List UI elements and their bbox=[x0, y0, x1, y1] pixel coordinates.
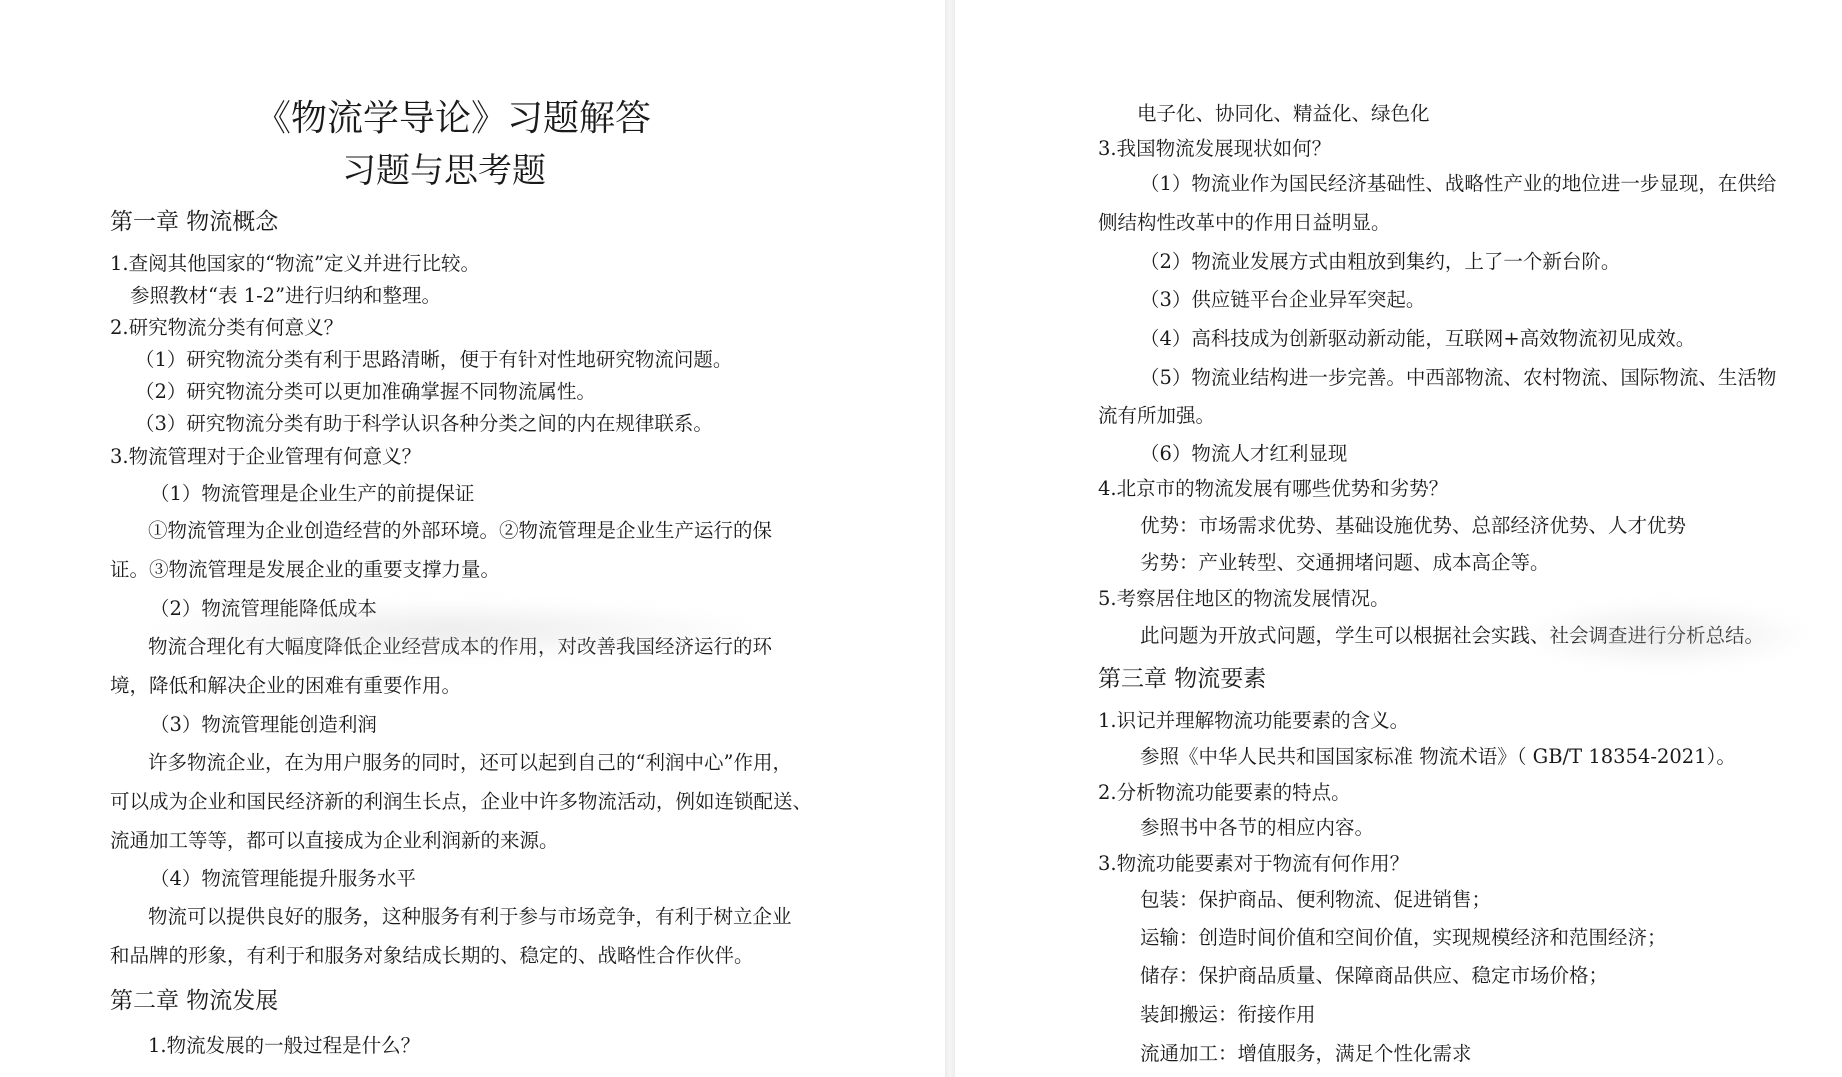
document-title: 《物流学导论》习题解答 bbox=[255, 98, 652, 139]
answer-line: 劣势：产业转型、交通拥堵问题、成本高企等。 bbox=[1140, 551, 1550, 574]
answer-line: （1）研究物流分类有利于思路清晰，便于有针对性地研究物流问题。 bbox=[135, 348, 733, 371]
scan-smudge bbox=[130, 600, 773, 660]
chapter-heading: 第二章 物流发展 bbox=[110, 988, 279, 1014]
question: 1.查阅其他国家的“物流”定义并进行比较。 bbox=[110, 252, 481, 275]
answer-line: （3）供应链平台企业异军突起。 bbox=[1140, 288, 1426, 311]
sub-heading: （2）物流管理能降低成本 bbox=[150, 597, 377, 620]
answer-line: （1）物流业作为国民经济基础性、战略性产业的地位进一步显现，在供给 bbox=[1140, 172, 1777, 195]
answer-line: 优势：市场需求优势、基础设施优势、总部经济优势、人才优势 bbox=[1140, 514, 1687, 537]
answer-line: 储存：保护商品质量、保障商品供应、稳定市场价格； bbox=[1140, 964, 1609, 987]
answer-line: 流有所加强。 bbox=[1098, 404, 1216, 427]
paragraph-line: 证。③物流管理是发展企业的重要支撑力量。 bbox=[110, 558, 501, 581]
right-page bbox=[955, 0, 1842, 1077]
paragraph-line: 许多物流企业，在为用户服务的同时，还可以起到自己的“利润中心”作用， bbox=[148, 751, 792, 774]
paragraph-line: 和品牌的形象，有利于和服务对象结成长期的、稳定的、战略性合作伙伴。 bbox=[110, 944, 754, 967]
scan-smudge bbox=[1515, 600, 1815, 670]
answer-line: 装卸搬运：衔接作用 bbox=[1140, 1003, 1316, 1026]
sub-heading: （3）物流管理能创造利润 bbox=[150, 713, 377, 736]
sub-heading: （4）物流管理能提升服务水平 bbox=[150, 867, 416, 890]
answer-line: （6）物流人才红利显现 bbox=[1140, 442, 1348, 465]
paragraph-line: 流通加工等等，都可以直接成为企业利润新的来源。 bbox=[110, 829, 559, 852]
chapter-heading: 第一章 物流概念 bbox=[110, 209, 279, 235]
sub-heading: （1）物流管理是企业生产的前提保证 bbox=[150, 482, 475, 505]
paragraph-line: 物流可以提供良好的服务，这种服务有利于参与市场竞争，有利于树立企业 bbox=[148, 905, 792, 928]
page-gutter bbox=[945, 0, 955, 1077]
question: 1.物流发展的一般过程是什么？ bbox=[148, 1034, 421, 1057]
answer-line: 电子化、协同化、精益化、绿色化 bbox=[1137, 102, 1430, 125]
answer-line: 包装：保护商品、便利物流、促进销售； bbox=[1140, 888, 1492, 911]
question: 3.物流管理对于企业管理有何意义？ bbox=[110, 445, 422, 468]
answer-line: 运输：创造时间价值和空间价值，实现规模经济和范围经济； bbox=[1140, 926, 1667, 949]
answer-line: （5）物流业结构进一步完善。中西部物流、农村物流、国际物流、生活物 bbox=[1140, 366, 1777, 389]
answer-line: 参照教材“表 1-2”进行归纳和整理。 bbox=[130, 284, 442, 307]
paragraph-line: 可以成为企业和国民经济新的利润生长点，企业中许多物流活动，例如连锁配送、 bbox=[110, 790, 813, 813]
paragraph-line: ①物流管理为企业创造经营的外部环境。②物流管理是企业生产运行的保 bbox=[148, 519, 773, 542]
question: 4.北京市的物流发展有哪些优势和劣势？ bbox=[1098, 477, 1449, 500]
answer-line: （4）高科技成为创新驱动新动能，互联网+高效物流初见成效。 bbox=[1140, 327, 1696, 350]
paragraph-line: 境，降低和解决企业的困难有重要作用。 bbox=[110, 674, 462, 697]
answer-line: （2）研究物流分类可以更加准确掌握不同物流属性。 bbox=[135, 380, 596, 403]
question: 3.物流功能要素对于物流有何作用？ bbox=[1098, 852, 1410, 875]
answer-line: 此问题为开放式问题，学生可以根据社会实践、社会调查进行分析总结。 bbox=[1140, 624, 1765, 647]
question: 5.考察居住地区的物流发展情况。 bbox=[1098, 587, 1390, 610]
paragraph-line: 物流合理化有大幅度降低企业经营成本的作用，对改善我国经济运行的环 bbox=[148, 635, 773, 658]
answer-line: 参照书中各节的相应内容。 bbox=[1140, 816, 1375, 839]
chapter-heading: 第三章 物流要素 bbox=[1098, 666, 1267, 692]
question: 1.识记并理解物流功能要素的含义。 bbox=[1098, 709, 1410, 732]
answer-line: 流通加工：增值服务，满足个性化需求 bbox=[1140, 1042, 1472, 1065]
question: 2.研究物流分类有何意义？ bbox=[110, 316, 344, 339]
question: 2.分析物流功能要素的特点。 bbox=[1098, 781, 1351, 804]
question: 3.我国物流发展现状如何？ bbox=[1098, 137, 1332, 160]
answer-line: 参照《中华人民共和国国家标准 物流术语》（ GB/T 18354-2021）。 bbox=[1140, 745, 1736, 768]
answer-line: 侧结构性改革中的作用日益明显。 bbox=[1098, 211, 1391, 234]
answer-line: （2）物流业发展方式由粗放到集约，上了一个新台阶。 bbox=[1140, 250, 1621, 273]
document-subtitle: 习题与思考题 bbox=[342, 151, 546, 191]
answer-line: （3）研究物流分类有助于科学认识各种分类之间的内在规律联系。 bbox=[135, 412, 713, 435]
